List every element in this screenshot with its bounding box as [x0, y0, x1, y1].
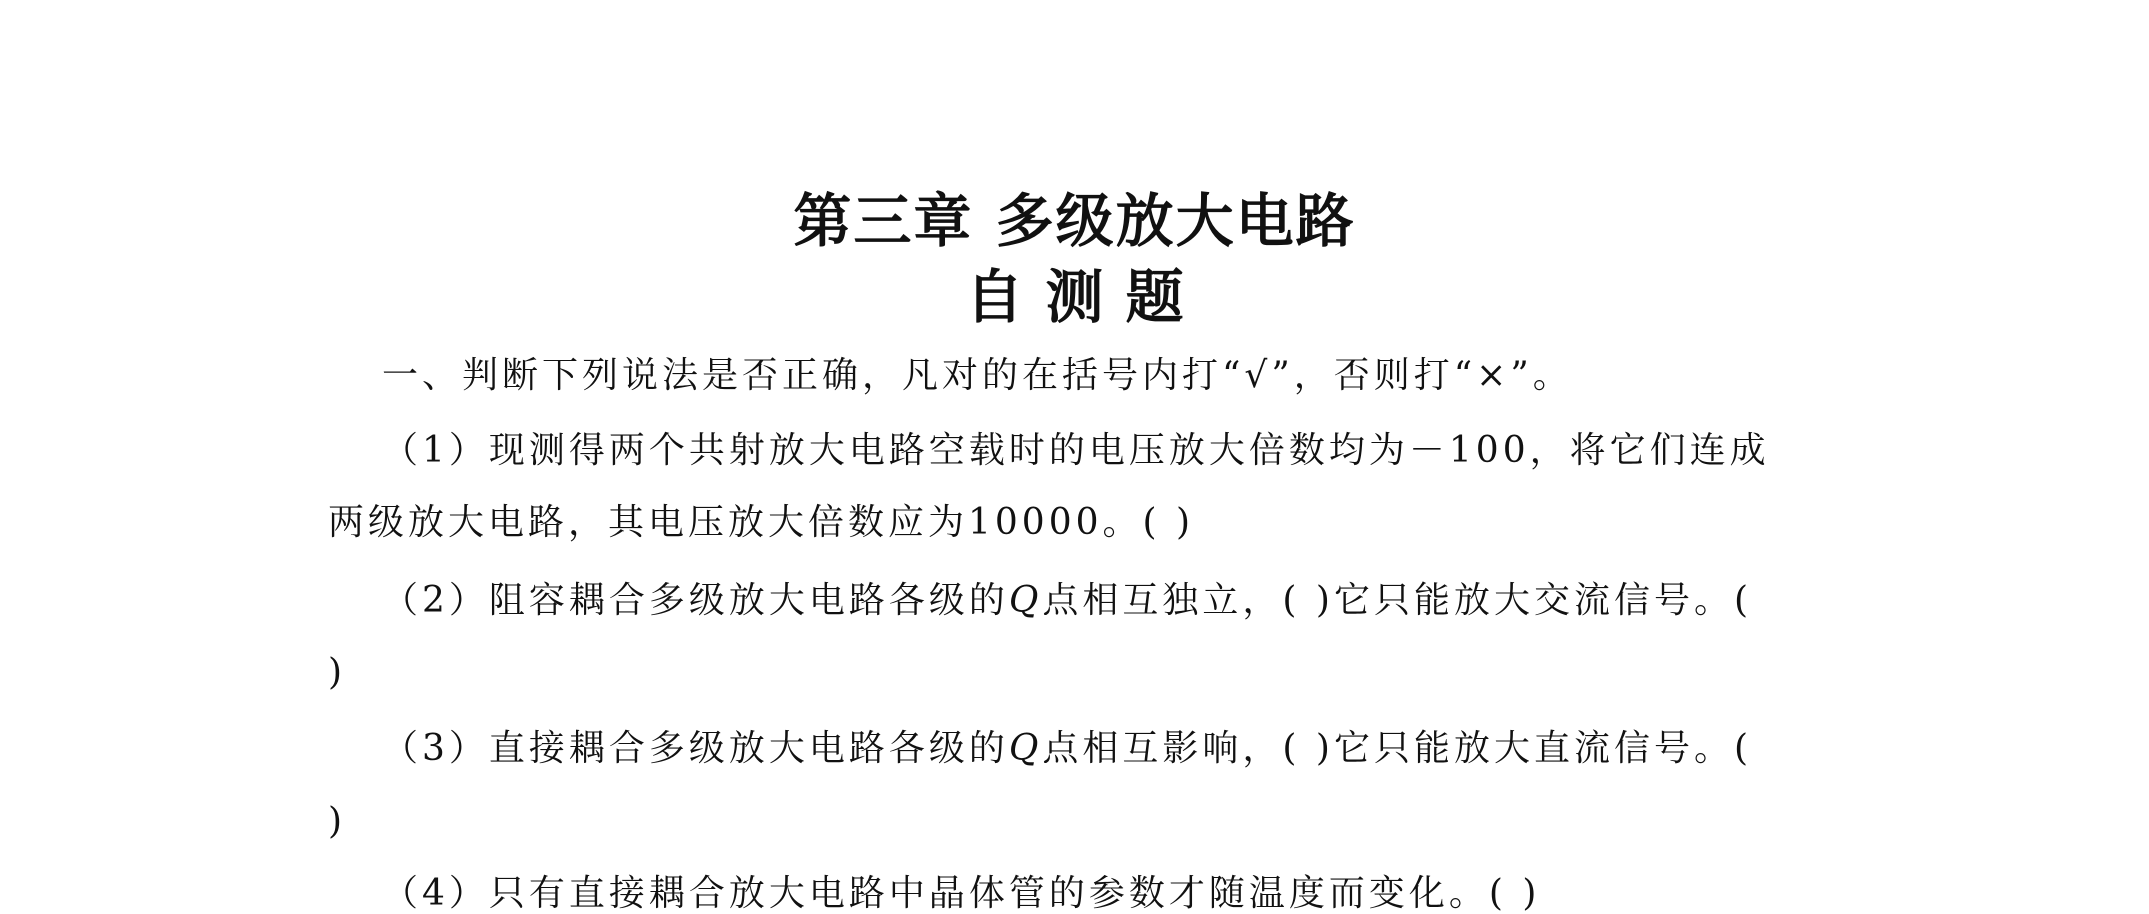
- item-3-line-1: [382, 728, 1753, 769]
- item-3-line-2: ): [328, 801, 347, 842]
- chapter-title: 第三章 多级放大电路: [793, 187, 1356, 255]
- question-instruction: 一、判断下列说法是否正确，凡对的在括号内打“√”，否则打“×”。: [382, 355, 1573, 396]
- item-1-line-2: 两级放大电路，其电压放大倍数应为10000。( ): [328, 502, 1195, 543]
- item-4-line-1: （4）只有直接耦合放大电路中晶体管的参数才随温度而变化。( ): [382, 873, 1541, 914]
- item-2-line-2: ): [328, 652, 347, 693]
- item-2-line-1: [382, 580, 1753, 621]
- item-1-line-1: （1）现测得两个共射放大电路空载时的电压放大倍数均为－100，将它们连成: [382, 430, 1770, 471]
- section-subtitle: 自测题: [965, 263, 1206, 331]
- item-3-text-post: 点相互影响，( )它只能放大直流信号。(: [1042, 728, 1753, 769]
- item-2-text-post: 点相互独立，( )它只能放大交流信号。(: [1042, 580, 1753, 621]
- item-3-q-symbol: Q: [1008, 728, 1043, 769]
- item-2-text-pre: （2）阻容耦合多级放大电路各级的: [382, 580, 1009, 621]
- item-3-text-pre: （3）直接耦合多级放大电路各级的: [382, 728, 1009, 769]
- item-2-q-symbol: Q: [1008, 580, 1043, 621]
